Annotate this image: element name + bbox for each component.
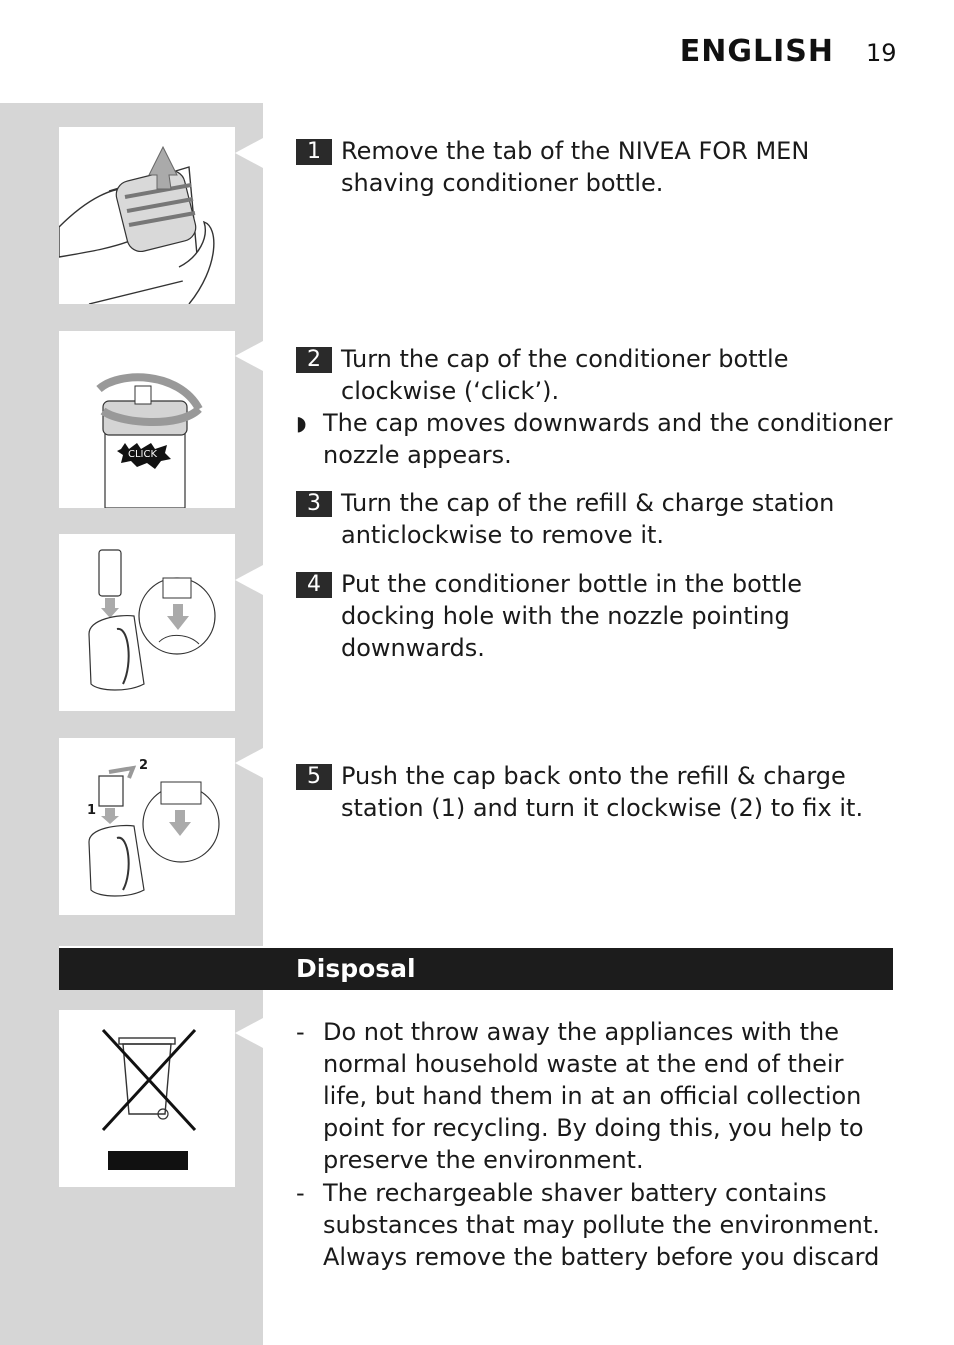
step-2 <box>296 343 896 407</box>
result-text: The cap moves downwards and the conditioner nozzle appears. <box>323 409 893 469</box>
disposal-item <box>296 1016 896 1176</box>
dash-marker: - <box>296 1018 305 1046</box>
figure-pointer <box>235 138 263 168</box>
disposal-text: Do not throw away the appliances with the normal household waste at the end of their life, but hand them in at an official collection point for recycling. By doing this, you help to preserve the environment. <box>323 1018 864 1174</box>
step-number: 5 <box>296 764 332 790</box>
step-4 <box>296 568 896 664</box>
step-text: Turn the cap of the conditioner bottle clockwise (‘click’). <box>341 345 789 405</box>
step-number: 3 <box>296 491 332 517</box>
figure-label-2: 2 <box>139 758 149 773</box>
disposal-text: The rechargeable shaver battery contains substances that may pollute the environment. Always remove the battery before you discard <box>323 1179 880 1271</box>
step-text: Put the conditioner bottle in the bottle docking hole with the nozzle pointing downwards. <box>341 570 803 662</box>
step-1 <box>296 135 896 199</box>
figure-push-cap <box>59 738 235 915</box>
step-number: 1 <box>296 139 332 165</box>
figure-recycling-symbol <box>59 1010 235 1187</box>
figure-label-1: 1 <box>87 803 97 818</box>
figure-insert-bottle <box>59 534 235 711</box>
disposal-item <box>296 1177 896 1273</box>
section-header-disposal <box>59 946 893 990</box>
section-title: Disposal <box>296 954 416 983</box>
step-5 <box>296 760 896 824</box>
language-heading: ENGLISH <box>679 34 834 69</box>
click-label: CLICK <box>128 449 158 460</box>
step-3 <box>296 487 896 551</box>
step-text: Push the cap back onto the refill & charge station (1) and turn it clockwise (2) to fix it. <box>341 762 864 822</box>
figure-pointer <box>235 341 263 371</box>
figure-turn-cap <box>59 331 235 508</box>
figure-remove-tab <box>59 127 235 304</box>
page-number: 19 <box>866 39 897 67</box>
figure-pointer <box>235 748 263 778</box>
result-marker: ◗ <box>296 411 307 435</box>
step-number: 2 <box>296 347 332 373</box>
step-number: 4 <box>296 572 332 598</box>
figure-pointer <box>235 1018 263 1048</box>
step-text: Remove the tab of the NIVEA FOR MEN shaving conditioner bottle. <box>341 137 810 197</box>
step-2-result <box>296 407 896 471</box>
dash-marker: - <box>296 1179 305 1207</box>
step-text: Turn the cap of the refill & charge station anticlockwise to remove it. <box>341 489 835 549</box>
figure-pointer <box>235 565 263 595</box>
